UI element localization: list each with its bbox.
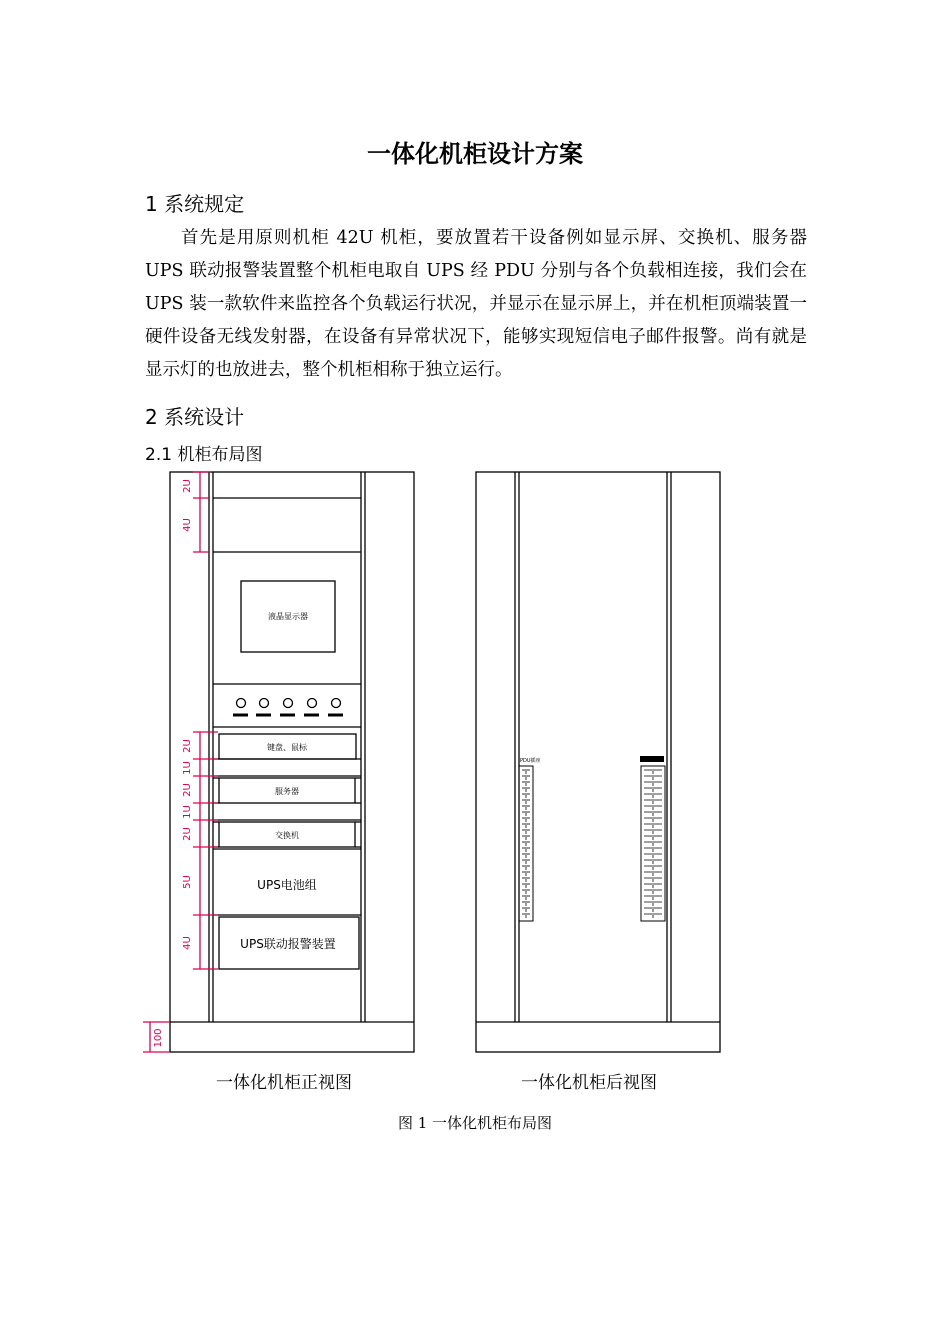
lcd-display: [241, 581, 335, 652]
server-unit: [219, 778, 355, 803]
indicator-lamp-icon: [332, 699, 341, 708]
dimension-label: 100: [153, 1028, 164, 1048]
keyboard-tray: [219, 734, 356, 759]
back-view-caption: 一体化机柜后视图: [521, 1073, 657, 1093]
dimension-label: 2U: [182, 827, 193, 841]
dimension-label: 4U: [182, 936, 193, 950]
pdu-cap: [640, 756, 664, 762]
section-1-paragraph: 首先是用原则机柜 42U 机柜，要放置若干设备例如显示屏、交换机、服务器 UPS 联动报警装置整个机柜电取自 UPS 经 PDU 分别与各个负载相连接，我们会在 UPS 装一款软件来监控各个负载运行状况，并显示在显示屏上，并在机柜顶端装置一硬件设备无线发射器，在设备有异常状况下，能够实现短信电子邮件报警。尚有就是显示灯的也放进去，整个机柜相称于独立运行。: [145, 228, 807, 380]
keyboard-label: 键盘、鼠标: [267, 743, 307, 752]
pdu-strip-left: [519, 766, 533, 921]
dimension-annotations: [143, 472, 218, 1052]
section-2-1-heading: 2.1 机柜布局图: [145, 445, 263, 465]
cabinet-front-view: [170, 472, 414, 1052]
dimension-label: 2U: [182, 739, 193, 753]
indicator-lamp-icon: [260, 699, 269, 708]
switch-label: 交换机: [275, 831, 299, 840]
server-label: 服务器: [275, 787, 299, 796]
dimension-label: 1U: [182, 761, 193, 775]
indicator-lamp-icon: [308, 699, 317, 708]
ups-alarm-unit: [219, 917, 359, 969]
pdu-sockets: [522, 770, 662, 918]
dimension-label: 4U: [182, 518, 193, 532]
pdu-strip-right: [641, 766, 665, 921]
cabinet-back-view: [476, 472, 720, 1052]
dimension-label: 5U: [182, 875, 193, 889]
switch-unit: [219, 822, 355, 847]
dimension-label: 2U: [182, 783, 193, 797]
ups-battery-label: UPS电池组: [257, 878, 317, 892]
dimension-label: 1U: [182, 805, 193, 819]
display-label: 液晶显示器: [268, 612, 308, 621]
section-1-heading: 1 系统规定: [145, 192, 245, 216]
indicator-lamp-icon: [237, 699, 246, 708]
indicator-lamp-icon: [284, 699, 293, 708]
dimension-label: 2U: [182, 479, 193, 493]
section-2-heading: 2 系统设计: [145, 405, 245, 429]
pdu-label: PDU插座: [520, 758, 541, 764]
ups-alarm-label: UPS联动报警装置: [240, 937, 336, 951]
front-view-caption: 一体化机柜正视图: [216, 1073, 352, 1093]
document-title: 一体化机柜设计方案: [367, 140, 583, 168]
figure-caption: 图 1 一体化机柜布局图: [397, 1114, 553, 1132]
